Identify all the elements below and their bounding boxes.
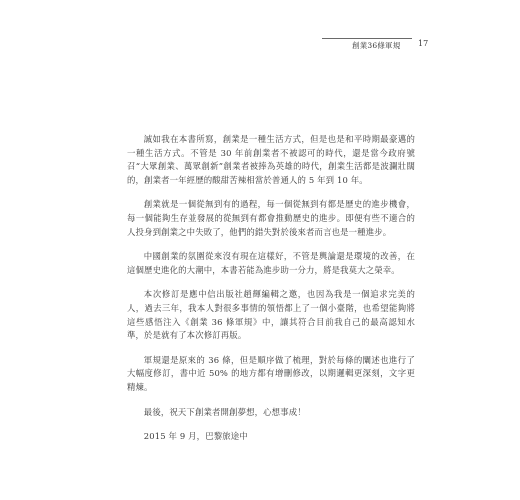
- page-header: [322, 38, 434, 52]
- paragraph: 誠如我在本書所寫，創業是一種生活方式，但是也是和平時期最豪邁的一種生活方式。不管是 30 年前創業者不被認可的時代，還是當今政府號召“大眾創業、萬眾創新”創業者被捧為英雄的時代，創業生活都是波瀾壯闊的，創業者一年經歷的酸甜苦辣相當於普通人的 5 年到 10 年。: [127, 134, 415, 185]
- preface-body: [127, 133, 415, 444]
- paragraph: 創業就是一個從無到有的過程，每一個從無到有都是歷史的進步機會，每一個能夠生存並發展的從無到有都會推動歷史的進步。即便有些不適合的人投身到創業之中失敗了，他們的錯失對於後來者而言也是一種進步。: [127, 199, 415, 237]
- paragraph: 最後，祝天下創業者開創夢想，心想事成！: [143, 406, 306, 417]
- paragraph: 軍規還是原來的 36 條，但是順序做了梳理，對於每條的闡述也進行了大幅度修訂，書中近 50% 的地方都有增刪修改，以期邏輯更深刻，文字更精煉。: [127, 354, 415, 392]
- signoff-date: 2015 年 9 月，巴黎旅途中: [143, 431, 248, 442]
- running-title: 創業36條軍規: [352, 41, 401, 50]
- header-rule: [322, 38, 412, 39]
- page-number: 17: [418, 39, 429, 48]
- paragraph: 本次修訂是應中信出版社趙輝編輯之邀，也因為我是一個追求完美的人，過去三年，我本人對很多事情的領悟都上了一個小臺階，也希望能夠將這些感悟注入《創業 36 條軍規》中，讓其符合目前我自己的最高認知水準，於是就有了本次修訂再版。: [127, 289, 415, 341]
- paragraph: 中國創業的氛圍從來沒有現在這樣好，不管是輿論還是環境的改善，在這個歷史進化的大潮中，本書若能為進步助一分力，將是我莫大之榮幸。: [127, 251, 415, 275]
